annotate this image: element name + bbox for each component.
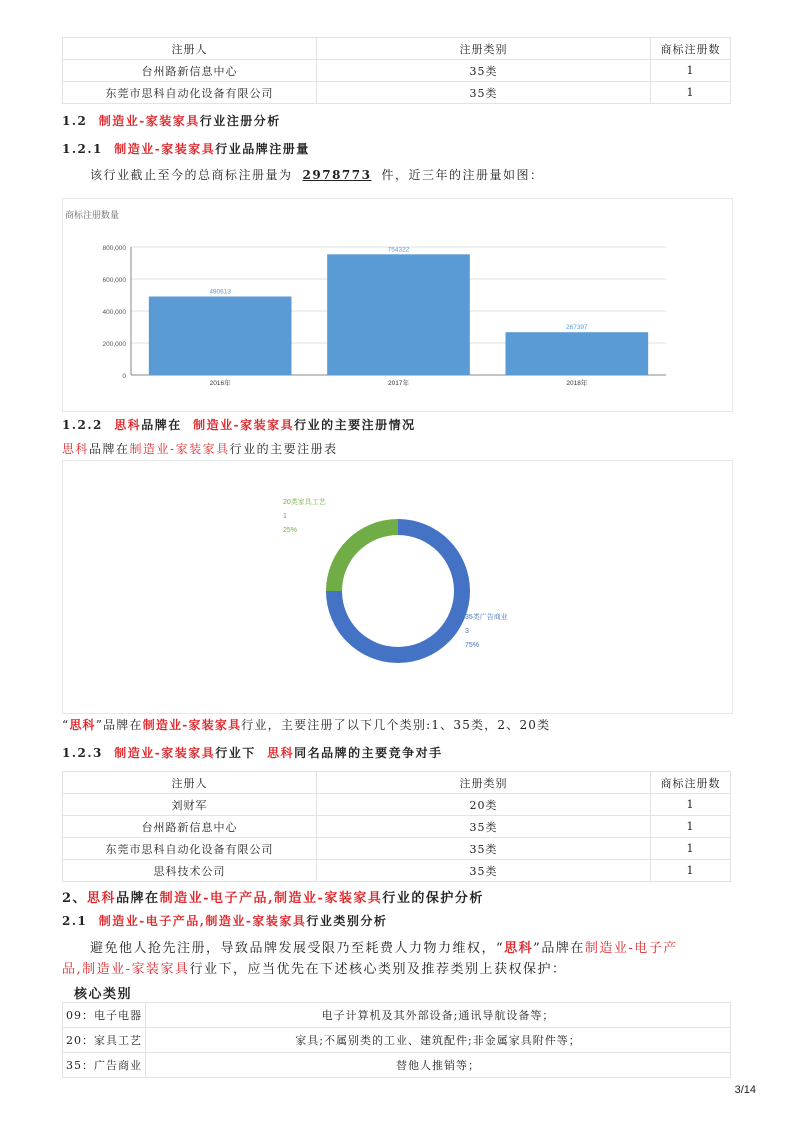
header-cell: 注册类别 (317, 772, 651, 794)
protection-paragraph (62, 938, 737, 980)
chart-title: 商标注册数量 (65, 210, 120, 220)
header-cell: 注册人 (63, 772, 317, 794)
heading-number: 1.2.1 (62, 142, 103, 156)
industry-name: 制造业-家装家具 (114, 746, 216, 760)
data-label: 490613 (209, 288, 232, 296)
registrant-table-1 (62, 37, 731, 104)
table-header-row (63, 38, 731, 60)
paragraph-text: 件，近三年的注册量如图： (381, 168, 544, 182)
quote-mark: “ (62, 718, 70, 732)
category-code: 35：广告商业 (63, 1053, 146, 1078)
caption-text: 品牌在 (89, 442, 130, 456)
table-row (63, 1003, 731, 1028)
table-cell: 台州路新信息中心 (63, 60, 317, 82)
header-cell: 注册类别 (317, 38, 651, 60)
slice-label: 35类广告商业 (465, 614, 508, 621)
category-code: 09：电子电器 (63, 1003, 146, 1028)
y-tick-label: 200,000 (102, 341, 126, 348)
header-cell: 商标注册数 (651, 38, 731, 60)
table-cell: 35类 (317, 816, 651, 838)
table-header-row (63, 772, 731, 794)
slice-label: 1 (283, 513, 287, 520)
y-tick-label: 400,000 (102, 309, 126, 316)
industry-name: 制造业-电子产品,制造业-家装家具 (159, 891, 383, 906)
data-label: 754322 (387, 246, 410, 254)
heading-text: 行业类别分析 (306, 914, 388, 928)
category-code: 20：家具工艺 (63, 1028, 146, 1053)
table-cell: 35类 (317, 860, 651, 882)
slice-label: 25% (283, 527, 298, 534)
competitor-table (62, 771, 731, 882)
heading-text: 品牌在 (116, 891, 160, 906)
table-row (63, 1053, 731, 1078)
brand-name: 思科 (87, 891, 117, 906)
table-cell: 1 (651, 794, 731, 816)
y-tick-label: 600,000 (102, 277, 126, 284)
paragraph-text: 行业，主要注册了以下几个类别:1、35类，2、20类 (241, 718, 551, 732)
bar (327, 254, 470, 375)
page-number: 3/14 (734, 1084, 756, 1096)
industry-name: 制造业-电子产 (584, 941, 678, 956)
table-cell: 东莞市思科自动化设备有限公司 (63, 82, 317, 104)
section-heading-2 (62, 887, 484, 906)
x-tick-label: 2016年 (209, 380, 231, 387)
brand-name: 思科 (267, 746, 295, 760)
section-heading-2-1 (62, 912, 387, 929)
heading-number: 1.2 (62, 114, 88, 128)
table-cell: 35类 (317, 82, 651, 104)
category-desc: 替他人推销等； (146, 1053, 731, 1078)
heading-text: 品牌在 (141, 418, 182, 432)
table-cell: 20类 (317, 794, 651, 816)
brand-name: 思科 (114, 418, 142, 432)
table-cell: 台州路新信息中心 (63, 816, 317, 838)
category-desc: 电子计算机及其外部设备;通讯导航设备等； (146, 1003, 731, 1028)
y-tick-label: 800,000 (102, 245, 126, 252)
table-row (63, 794, 731, 816)
paragraph-text: 该行业截止至今的总商标注册量为 (90, 168, 293, 182)
brand-name: 思科 (504, 941, 534, 956)
industry-name: 制造业-家装家具 (114, 142, 216, 156)
bar-chart-container (62, 198, 733, 412)
table-cell: 35类 (317, 838, 651, 860)
data-label: 267397 (565, 324, 588, 332)
table-row (63, 860, 731, 882)
heading-text: 行业下 (215, 746, 256, 760)
header-cell: 商标注册数 (651, 772, 731, 794)
heading-number: 1.2.3 (62, 746, 103, 760)
donut-chart (63, 461, 732, 713)
table-cell: 刘财军 (63, 794, 317, 816)
table-row (63, 1028, 731, 1053)
table-cell: 1 (651, 816, 731, 838)
donut-slice (326, 519, 398, 591)
heading-text: 行业的保护分析 (382, 891, 484, 906)
brand-name: 思科 (69, 718, 96, 732)
bar (149, 297, 292, 375)
table-row (63, 60, 731, 82)
table-cell: 1 (651, 838, 731, 860)
table-cell: 1 (651, 860, 731, 882)
heading-text: 行业品牌注册量 (215, 142, 310, 156)
industry-name: 制造业-电子产品,制造业-家装家具 (98, 914, 307, 928)
section-heading-1-2 (62, 112, 281, 129)
heading-number: 2.1 (62, 914, 88, 928)
brand-name: 思科 (62, 442, 90, 456)
donut-chart-container (62, 460, 733, 714)
heading-number: 2、 (62, 891, 88, 906)
x-tick-label: 2017年 (388, 380, 409, 387)
table-row (63, 838, 731, 860)
paragraph-text: 避免他人抢先注册，导致品牌发展受限乃至耗费人力物力维权，“ (90, 941, 505, 956)
slice-label: 75% (465, 642, 480, 649)
section-heading-1-2-1 (62, 140, 310, 157)
industry-name: 制造业-家装家具 (193, 418, 295, 432)
category-desc: 家具;不属别类的工业、建筑配件;非金属家具附件等； (146, 1028, 731, 1053)
table-cell: 东莞市思科自动化设备有限公司 (63, 838, 317, 860)
table-cell: 思科技术公司 (63, 860, 317, 882)
industry-name: 制造业-家装家具 (129, 442, 230, 456)
total-registration-paragraph (90, 166, 543, 183)
table-row (63, 816, 731, 838)
core-category-table (62, 1002, 731, 1078)
core-category-title: 核心类别 (74, 987, 133, 1002)
heading-text: 行业注册分析 (199, 114, 281, 128)
paragraph-text: ”品牌在 (533, 941, 585, 956)
slice-label: 20类家具工艺 (283, 499, 326, 506)
table-cell: 35类 (317, 60, 651, 82)
caption-text: 行业的主要注册表 (229, 442, 338, 456)
industry-name: 品,制造业-家装家具 (62, 962, 190, 977)
heading-text: 同名品牌的主要竞争对手 (294, 746, 443, 760)
pie-caption (62, 440, 338, 457)
paragraph-text: ”品牌在 (95, 718, 143, 732)
main-classes-paragraph (62, 716, 550, 733)
header-cell: 注册人 (63, 38, 317, 60)
slice-label: 3 (465, 628, 469, 635)
heading-number: 1.2.2 (62, 418, 103, 432)
section-heading-1-2-3 (62, 744, 443, 761)
section-heading-1-2-2 (62, 416, 416, 433)
bar-chart (63, 199, 732, 411)
table-row (63, 82, 731, 104)
heading-text: 行业的主要注册情况 (294, 418, 416, 432)
y-tick-label: 0 (122, 373, 126, 380)
total-count: 2978773 (302, 168, 372, 182)
table-cell: 1 (651, 82, 731, 104)
x-tick-label: 2018年 (566, 380, 588, 387)
table-cell: 1 (651, 60, 731, 82)
industry-name: 制造业-家装家具 (142, 718, 242, 732)
paragraph-text: 行业下，应当优先在下述核心类别及推荐类别上获权保护： (189, 962, 567, 977)
bar (506, 332, 649, 375)
industry-name: 制造业-家装家具 (98, 114, 200, 128)
